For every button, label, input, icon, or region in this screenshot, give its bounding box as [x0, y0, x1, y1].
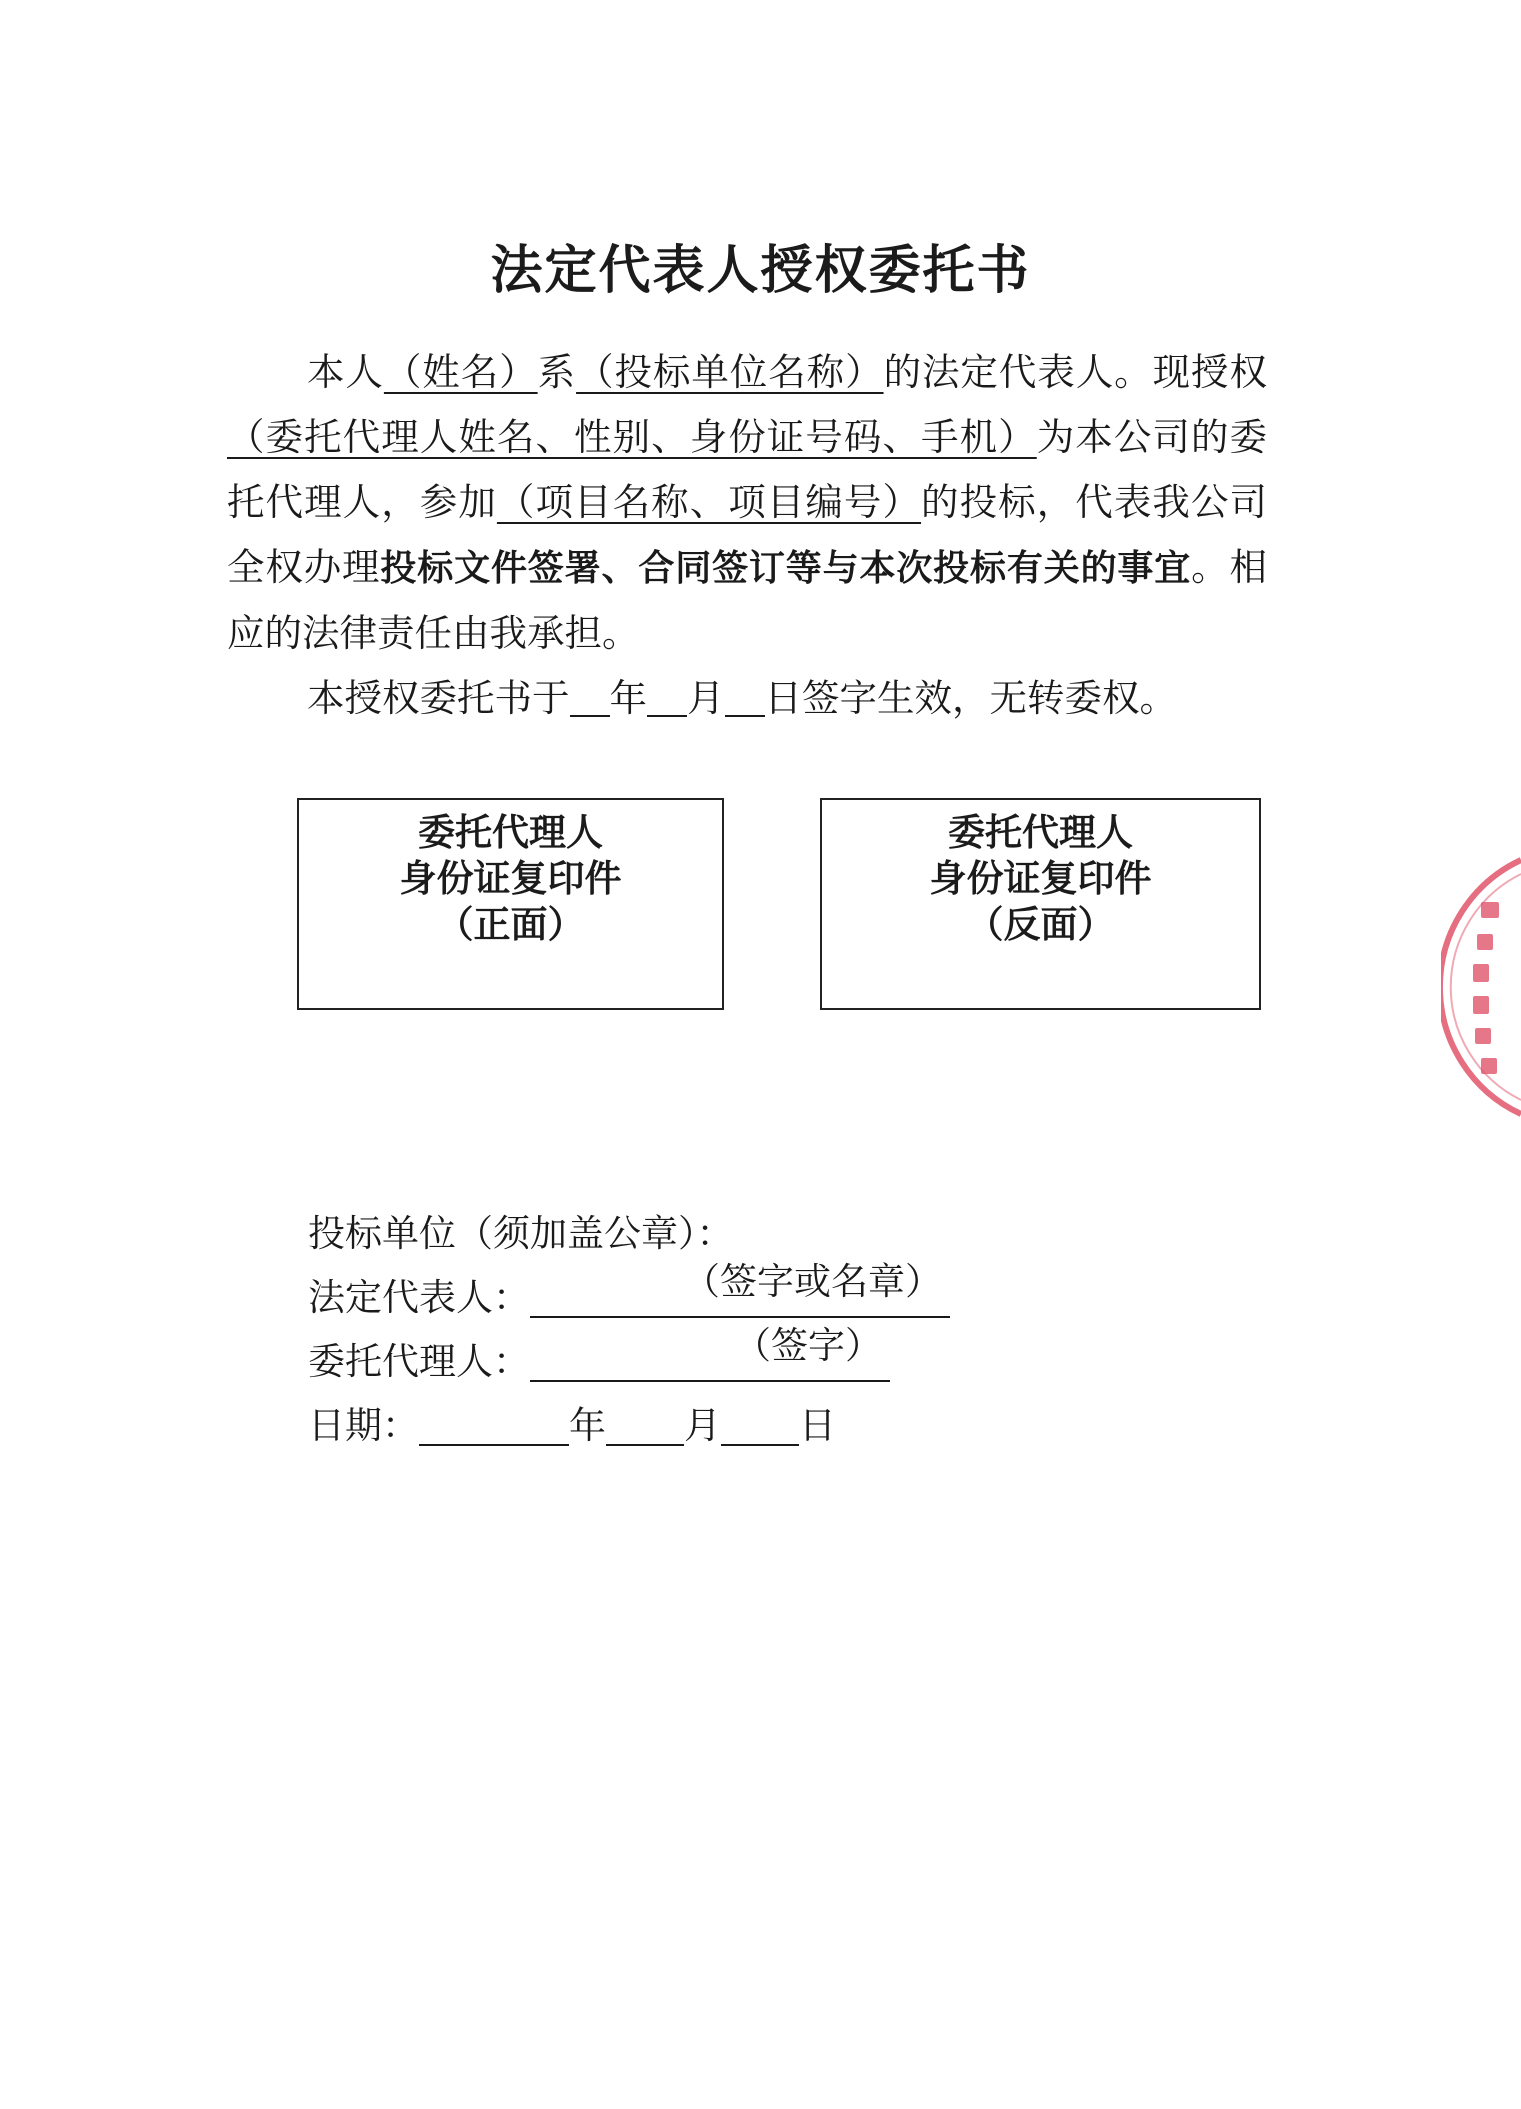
year-blank — [570, 675, 610, 717]
legal-rep-note: （签字或名章） — [683, 1260, 942, 1303]
agent-placeholder: （委托代理人姓名、性别、身份证号码、手机） — [227, 415, 1037, 459]
day-label: 日签字生效，无转委权。 — [764, 676, 1177, 720]
box-line: 委托代理人 — [418, 811, 603, 854]
partial-red-seal — [1441, 852, 1521, 1122]
date-year-label: 年 — [569, 1404, 606, 1447]
year-label: 年 — [609, 676, 647, 720]
month-label: 月 — [687, 676, 725, 720]
paragraph-effective-date — [227, 666, 1267, 731]
id-copy-back-box — [820, 798, 1261, 1010]
text-segment: 本授权委托书于 — [307, 676, 570, 720]
name-placeholder: （姓名） — [383, 350, 538, 394]
agent-label: 委托代理人： — [308, 1340, 530, 1383]
date-month-label: 月 — [684, 1404, 721, 1447]
box-line: （反面） — [966, 903, 1115, 946]
text-segment: 的投标，代表我公司全权办理 — [227, 480, 1268, 589]
date-month-line — [606, 1400, 684, 1446]
project-placeholder: （项目名称、项目编号） — [496, 480, 922, 524]
month-blank — [647, 675, 687, 717]
date-day-label: 日 — [799, 1404, 836, 1447]
date-year-line — [419, 1400, 569, 1446]
day-blank — [725, 675, 765, 717]
text-segment: 为本公司的委托代理人，参加 — [227, 415, 1268, 524]
document-title: 法定代表人授权委托书 — [490, 241, 1031, 301]
legal-rep-label: 法定代表人： — [308, 1276, 530, 1319]
agent-note: （签字） — [734, 1324, 882, 1367]
date-label: 日期： — [308, 1404, 419, 1447]
agent-row — [308, 1324, 1208, 1394]
box-line: 身份证复印件 — [399, 857, 622, 900]
legal-rep-signature-line — [530, 1260, 950, 1318]
box-line: （正面） — [436, 903, 585, 946]
text-segment: 。相应的法律责任由我承担。 — [227, 545, 1267, 655]
box-line: 身份证复印件 — [929, 857, 1152, 900]
text-segment: 本人 — [307, 350, 384, 394]
date-day-line — [721, 1400, 799, 1446]
agent-signature-line — [530, 1324, 890, 1382]
text-segment: 系 — [537, 350, 577, 394]
date-row — [308, 1394, 1208, 1458]
text-segment: 的法定代表人。现授权 — [883, 350, 1267, 394]
box-line: 委托代理人 — [948, 811, 1133, 854]
body-text — [227, 340, 1267, 731]
signature-block — [308, 1202, 1208, 1458]
id-copy-front-box — [297, 798, 724, 1010]
bold-scope-text: 投标文件签署、合同签订等与本次投标有关的事宜 — [380, 548, 1192, 589]
unit-stamp-label: 投标单位（须加盖公章）： — [308, 1212, 734, 1255]
unit-placeholder: （投标单位名称） — [576, 350, 884, 394]
paragraph-authorization — [227, 340, 1267, 666]
